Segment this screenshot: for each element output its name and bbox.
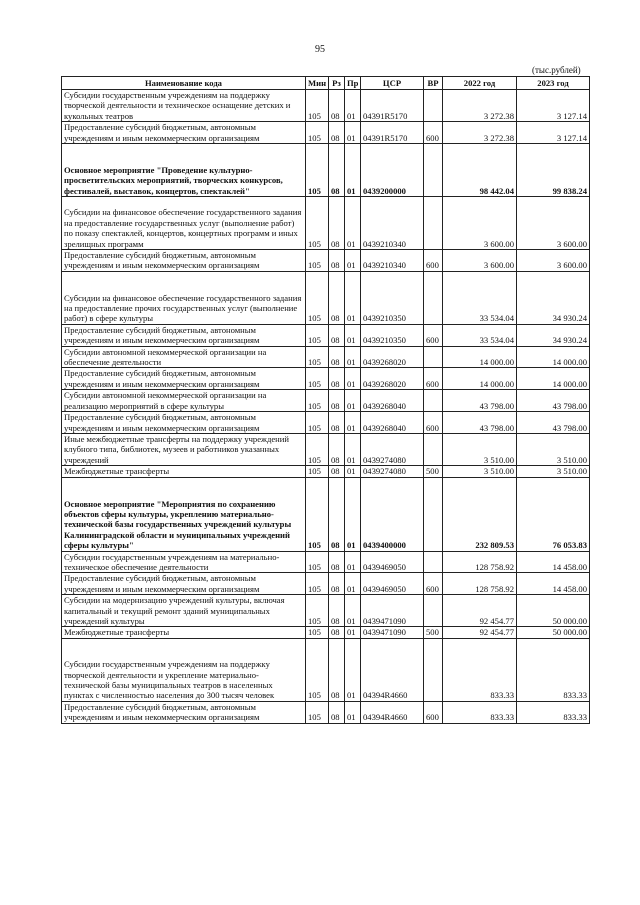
table-row: [62, 573, 590, 595]
row-rz: 08: [329, 433, 345, 465]
row-value-2023: 14 000.00: [517, 346, 590, 368]
table-row: [62, 390, 590, 412]
row-pr: 01: [345, 324, 361, 346]
column-header: 2023 год: [517, 77, 590, 90]
row-min: 105: [306, 144, 329, 197]
row-value-2023: 14 458.00: [517, 551, 590, 573]
row-min: 105: [306, 271, 329, 324]
row-value-2022: 3 510.00: [443, 433, 517, 465]
table-row: [62, 122, 590, 144]
row-rz: 08: [329, 250, 345, 272]
row-rz: 08: [329, 638, 345, 701]
row-pr: 01: [345, 551, 361, 573]
row-name: Предоставление субсидий бюджетным, автономным учреждениям и иным некоммерческим организациям: [62, 412, 306, 434]
row-pr: 01: [345, 250, 361, 272]
row-min: 105: [306, 477, 329, 551]
row-value-2022: 128 758.92: [443, 551, 517, 573]
row-csr: 0439274080: [361, 466, 424, 477]
row-csr: 0439200000: [361, 144, 424, 197]
row-value-2023: 3 600.00: [517, 197, 590, 250]
row-vr: [424, 197, 443, 250]
row-vr: 600: [424, 250, 443, 272]
row-rz: 08: [329, 477, 345, 551]
row-rz: 08: [329, 271, 345, 324]
row-csr: 0439210340: [361, 250, 424, 272]
row-min: 105: [306, 250, 329, 272]
row-pr: 01: [345, 346, 361, 368]
table-row: [62, 551, 590, 573]
table-header-row: [62, 77, 590, 90]
row-value-2023: 14 458.00: [517, 573, 590, 595]
row-vr: [424, 433, 443, 465]
row-name: Субсидии государственным учреждениям на материально-техническое обеспечение деятельности: [62, 551, 306, 573]
table-row: [62, 701, 590, 723]
row-name: Субсидии государственным учреждениям на поддержку творческой деятельности и техническое оснащение детских и кукольных театров: [62, 90, 306, 122]
row-name: Иные межбюджетные трансферты на поддержку учреждений клубного типа, библиотек, музеев и работников указанных учреждений: [62, 433, 306, 465]
row-value-2022: 92 454.77: [443, 595, 517, 627]
row-csr: 04394R4660: [361, 638, 424, 701]
row-min: 105: [306, 701, 329, 723]
row-value-2023: 3 600.00: [517, 250, 590, 272]
row-value-2023: 43 798.00: [517, 390, 590, 412]
row-rz: 08: [329, 627, 345, 638]
row-vr: [424, 90, 443, 122]
row-value-2023: 833.33: [517, 638, 590, 701]
table-row: [62, 466, 590, 477]
row-min: 105: [306, 638, 329, 701]
row-value-2022: 98 442.04: [443, 144, 517, 197]
row-name: Основное мероприятие "Мероприятия по сохранению объектов сферы культуры, укреплению материально-технической базы государственных учреждений культуры Калининградской области и муниципальных учреждений сферы культуры": [62, 477, 306, 551]
row-rz: 08: [329, 466, 345, 477]
column-header: ВР: [424, 77, 443, 90]
row-pr: 01: [345, 197, 361, 250]
row-min: 105: [306, 627, 329, 638]
row-name: Субсидии на финансовое обеспечение государственного задания на предоставление прочих государственных услуг (выполнение работ) в сфере культуры: [62, 271, 306, 324]
table-row: [62, 477, 590, 551]
row-vr: 500: [424, 466, 443, 477]
row-vr: 600: [424, 573, 443, 595]
row-rz: 08: [329, 122, 345, 144]
row-name: Субсидии государственным учреждениям на поддержку творческой деятельности и укрепление материально-технической базы муниципальных театров в населенных пунктах с численностью населения до 300 тысяч человек: [62, 638, 306, 701]
row-name: Основное мероприятие "Проведение культурно-просветительских мероприятий, творческих конкурсов, фестивалей, выставок, концертов, спектаклей": [62, 144, 306, 197]
row-csr: 0439469050: [361, 551, 424, 573]
row-min: 105: [306, 466, 329, 477]
row-csr: 0439471090: [361, 627, 424, 638]
row-vr: [424, 595, 443, 627]
row-min: 105: [306, 595, 329, 627]
row-value-2023: 34 930.24: [517, 324, 590, 346]
row-pr: 01: [345, 90, 361, 122]
row-value-2022: 14 000.00: [443, 368, 517, 390]
table-row: [62, 627, 590, 638]
row-csr: 0439471090: [361, 595, 424, 627]
table-row: [62, 346, 590, 368]
row-value-2022: 3 272.38: [443, 122, 517, 144]
row-value-2023: 14 000.00: [517, 368, 590, 390]
row-vr: 600: [424, 122, 443, 144]
row-rz: 08: [329, 390, 345, 412]
row-csr: 0439210350: [361, 271, 424, 324]
row-csr: 04391R5170: [361, 122, 424, 144]
row-rz: 08: [329, 595, 345, 627]
row-value-2022: 33 534.04: [443, 271, 517, 324]
row-min: 105: [306, 433, 329, 465]
row-min: 105: [306, 368, 329, 390]
row-value-2022: 3 272.38: [443, 90, 517, 122]
row-min: 105: [306, 573, 329, 595]
row-csr: 0439268040: [361, 390, 424, 412]
row-value-2023: 34 930.24: [517, 271, 590, 324]
column-header: ЦСР: [361, 77, 424, 90]
row-rz: 08: [329, 368, 345, 390]
row-pr: 01: [345, 122, 361, 144]
row-value-2023: 43 798.00: [517, 412, 590, 434]
table-row: [62, 197, 590, 250]
row-vr: [424, 477, 443, 551]
row-vr: 600: [424, 368, 443, 390]
row-rz: 08: [329, 197, 345, 250]
row-name: Межбюджетные трансферты: [62, 627, 306, 638]
row-min: 105: [306, 412, 329, 434]
table-row: [62, 144, 590, 197]
row-csr: 0439274080: [361, 433, 424, 465]
row-value-2022: 3 600.00: [443, 197, 517, 250]
row-value-2023: 833.33: [517, 701, 590, 723]
row-min: 105: [306, 122, 329, 144]
column-header: Наименование кода: [62, 77, 306, 90]
row-csr: 0439268020: [361, 346, 424, 368]
row-value-2023: 99 838.24: [517, 144, 590, 197]
row-min: 105: [306, 346, 329, 368]
row-value-2023: 3 510.00: [517, 466, 590, 477]
row-min: 105: [306, 90, 329, 122]
row-value-2022: 33 534.04: [443, 324, 517, 346]
row-name: Предоставление субсидий бюджетным, автономным учреждениям и иным некоммерческим организациям: [62, 368, 306, 390]
row-csr: 0439210350: [361, 324, 424, 346]
row-value-2023: 76 053.83: [517, 477, 590, 551]
row-value-2022: 43 798.00: [443, 412, 517, 434]
row-value-2022: 14 000.00: [443, 346, 517, 368]
row-pr: 01: [345, 433, 361, 465]
row-rz: 08: [329, 346, 345, 368]
row-name: Межбюджетные трансферты: [62, 466, 306, 477]
row-name: Предоставление субсидий бюджетным, автономным учреждениям и иным некоммерческим организациям: [62, 701, 306, 723]
row-value-2022: 232 809.53: [443, 477, 517, 551]
table-row: [62, 90, 590, 122]
row-csr: 0439210340: [361, 197, 424, 250]
table-row: [62, 368, 590, 390]
row-name: Предоставление субсидий бюджетным, автономным учреждениям и иным некоммерческим организациям: [62, 122, 306, 144]
row-value-2022: 43 798.00: [443, 390, 517, 412]
table-row: [62, 412, 590, 434]
row-name: Предоставление субсидий бюджетным, автономным учреждениям и иным некоммерческим организациям: [62, 573, 306, 595]
units-label: (тыс.рублей): [532, 65, 581, 75]
row-csr: 0439400000: [361, 477, 424, 551]
row-csr: 04391R5170: [361, 90, 424, 122]
row-vr: 600: [424, 412, 443, 434]
row-value-2022: 92 454.77: [443, 627, 517, 638]
row-min: 105: [306, 197, 329, 250]
row-value-2022: 3 510.00: [443, 466, 517, 477]
row-vr: [424, 271, 443, 324]
row-value-2023: 50 000.00: [517, 595, 590, 627]
row-pr: 01: [345, 412, 361, 434]
column-header: Пр: [345, 77, 361, 90]
row-name: Субсидии автономной некоммерческой организации на реализацию мероприятий в сфере культуры: [62, 390, 306, 412]
row-value-2022: 833.33: [443, 701, 517, 723]
column-header: Мин: [306, 77, 329, 90]
row-csr: 0439469050: [361, 573, 424, 595]
row-pr: 01: [345, 595, 361, 627]
row-csr: 0439268040: [361, 412, 424, 434]
row-vr: [424, 346, 443, 368]
column-header: Рз: [329, 77, 345, 90]
row-value-2023: 50 000.00: [517, 627, 590, 638]
budget-table: [61, 76, 590, 724]
table-row: [62, 595, 590, 627]
row-pr: 01: [345, 701, 361, 723]
table-row: [62, 271, 590, 324]
row-pr: 01: [345, 627, 361, 638]
row-name: Субсидии на модернизацию учреждений культуры, включая капитальный и текущий ремонт зданий муниципальных учреждений культуры: [62, 595, 306, 627]
row-rz: 08: [329, 324, 345, 346]
row-rz: 08: [329, 144, 345, 197]
row-pr: 01: [345, 144, 361, 197]
table-row: [62, 433, 590, 465]
row-rz: 08: [329, 90, 345, 122]
row-pr: 01: [345, 271, 361, 324]
table-row: [62, 250, 590, 272]
row-pr: 01: [345, 390, 361, 412]
row-name: Субсидии на финансовое обеспечение государственного задания на предоставление государственных услуг (выполнение работ) по показу спектаклей, концертов, концертных программ и иных зрелищных программ: [62, 197, 306, 250]
row-value-2023: 3 127.14: [517, 90, 590, 122]
row-vr: [424, 638, 443, 701]
row-pr: 01: [345, 368, 361, 390]
row-min: 105: [306, 390, 329, 412]
row-rz: 08: [329, 551, 345, 573]
row-value-2023: 3 127.14: [517, 122, 590, 144]
table-row: [62, 638, 590, 701]
row-pr: 01: [345, 638, 361, 701]
row-vr: 600: [424, 324, 443, 346]
row-pr: 01: [345, 573, 361, 595]
row-rz: 08: [329, 701, 345, 723]
row-name: Предоставление субсидий бюджетным, автономным учреждениям и иным некоммерческим организациям: [62, 250, 306, 272]
row-min: 105: [306, 324, 329, 346]
row-vr: [424, 551, 443, 573]
row-name: Субсидии автономной некоммерческой организации на обеспечение деятельности: [62, 346, 306, 368]
row-name: Предоставление субсидий бюджетным, автономным учреждениям и иным некоммерческим организациям: [62, 324, 306, 346]
row-rz: 08: [329, 573, 345, 595]
row-rz: 08: [329, 412, 345, 434]
row-csr: 04394R4660: [361, 701, 424, 723]
page-number: 95: [315, 44, 325, 55]
row-value-2022: 833.33: [443, 638, 517, 701]
row-value-2022: 3 600.00: [443, 250, 517, 272]
row-min: 105: [306, 551, 329, 573]
row-vr: 500: [424, 627, 443, 638]
row-vr: [424, 390, 443, 412]
row-vr: [424, 144, 443, 197]
table-row: [62, 324, 590, 346]
column-header: 2022 год: [443, 77, 517, 90]
row-pr: 01: [345, 466, 361, 477]
row-csr: 0439268020: [361, 368, 424, 390]
row-value-2022: 128 758.92: [443, 573, 517, 595]
row-vr: 600: [424, 701, 443, 723]
row-value-2023: 3 510.00: [517, 433, 590, 465]
row-pr: 01: [345, 477, 361, 551]
